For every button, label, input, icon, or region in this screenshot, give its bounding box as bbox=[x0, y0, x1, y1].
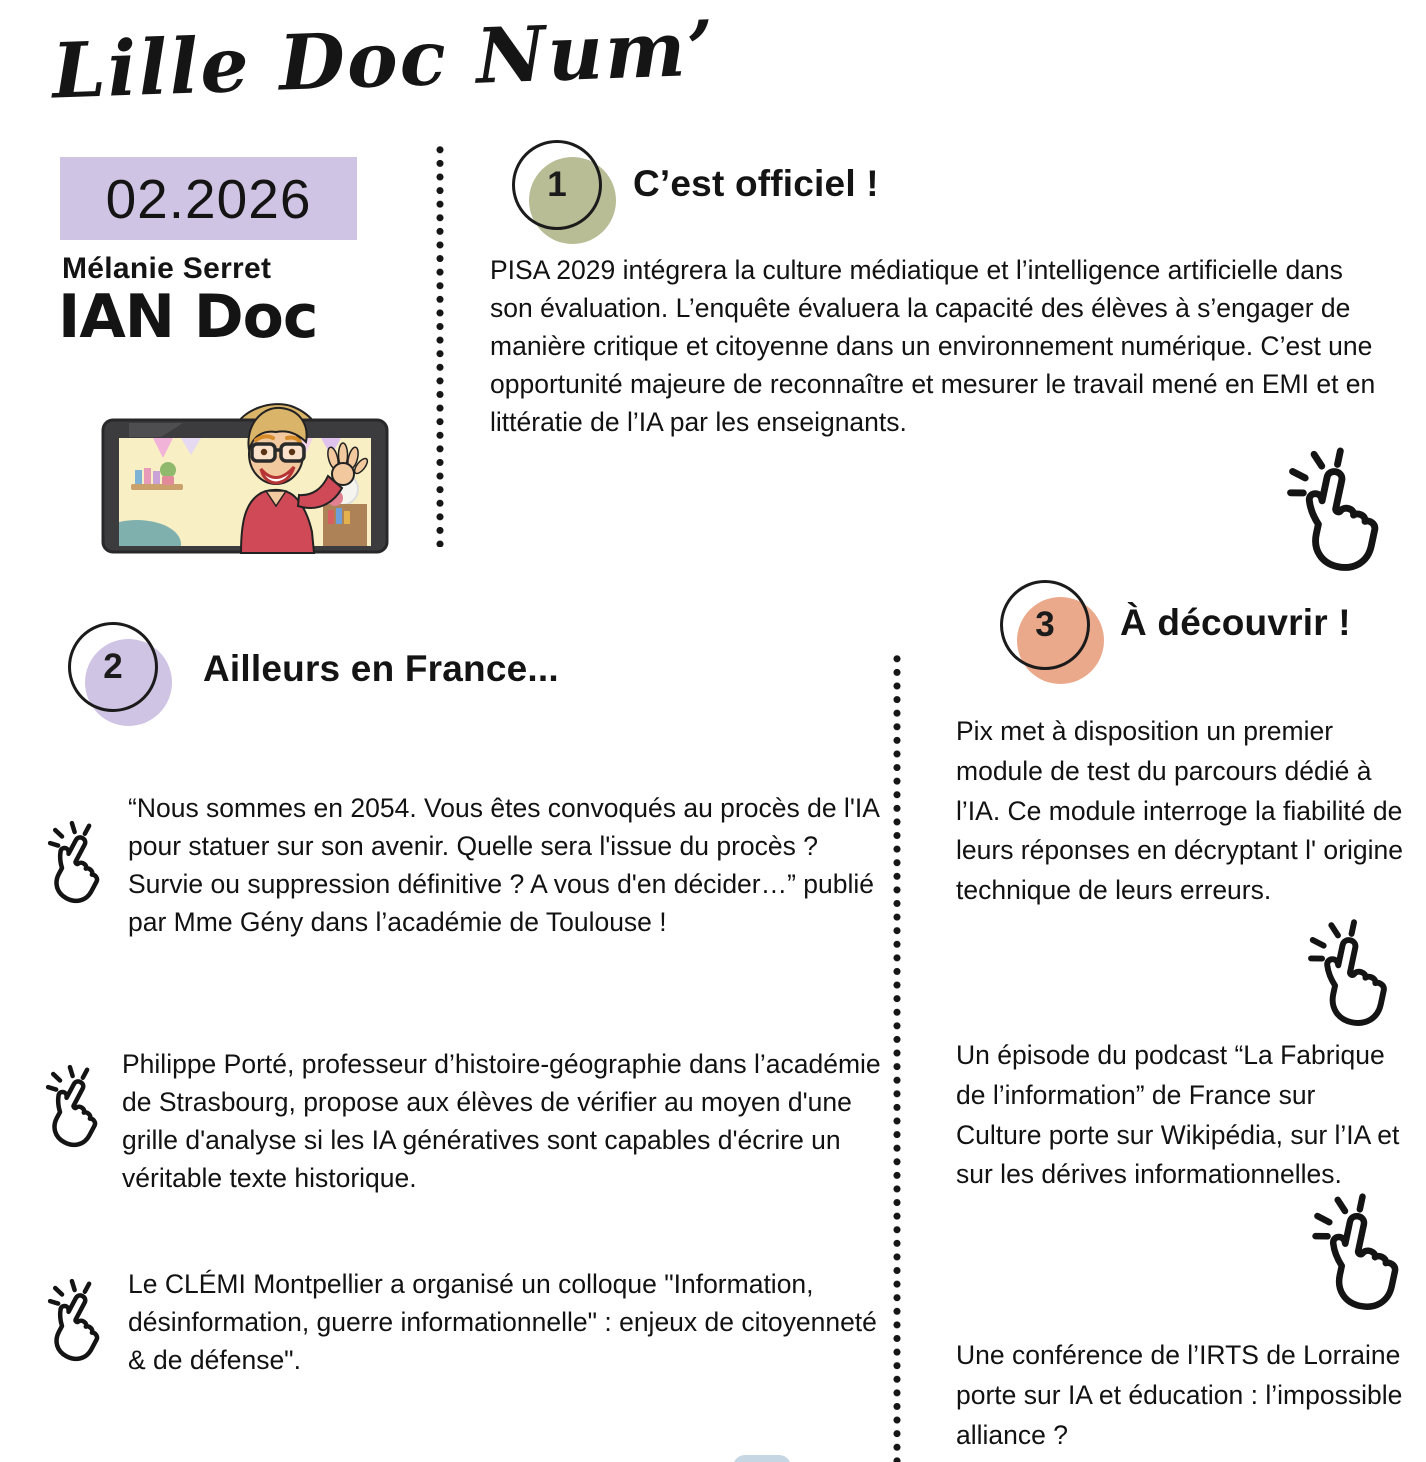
click-hand-icon[interactable] bbox=[1287, 1181, 1426, 1321]
click-hand-icon[interactable] bbox=[20, 806, 131, 917]
issue-date-badge: 02.2026 bbox=[60, 157, 357, 240]
section-1-title: C’est officiel ! bbox=[633, 163, 879, 204]
newsletter-title: Lille Doc Num’ bbox=[50, 3, 718, 116]
author-name: Mélanie Serret bbox=[62, 252, 272, 285]
section-3-badge bbox=[1000, 580, 1106, 686]
section-3-title: À découvrir ! bbox=[1120, 602, 1351, 643]
author-role: IAN Doc bbox=[58, 282, 318, 352]
avatar bbox=[95, 392, 395, 554]
badge-number: 2 bbox=[68, 622, 158, 712]
click-hand-icon[interactable] bbox=[20, 1264, 131, 1375]
section-1-badge bbox=[512, 140, 618, 246]
dotted-divider-vertical bbox=[436, 143, 444, 547]
news-item-text: Un épisode du podcast “La Fabrique de l’information” de France sur Culture porte sur Wikipédia, sur l’IA et sur les dérives informationnelles. bbox=[956, 1040, 1400, 1190]
avatar-illustration bbox=[95, 392, 395, 554]
news-item-text: “Nous sommes en 2054. Vous êtes convoqués au procès de l'IA pour statuer sur son avenir. Quelle sera l'issue du procès ? Survie ou suppression définitive ? A vous d'en décider…” publié par Mme Gény dans l’académie de Toulouse ! bbox=[128, 793, 879, 937]
news-item-text: Philippe Porté, professeur d’histoire-géographie dans l’académie de Strasbourg, propose aux élèves de vérifier au moyen d'une grille d'analyse si les IA génératives sont capables d'écrire un véritable texte historique. bbox=[122, 1049, 881, 1193]
click-hand-icon[interactable] bbox=[18, 1050, 129, 1161]
click-hand-icon[interactable] bbox=[1260, 434, 1408, 582]
badge-number: 1 bbox=[512, 140, 602, 230]
news-item-text: Pix met à disposition un premier module de test du parcours dédié à l’IA. Ce module interroge la fiabilité de leurs réponses en décryptant l' origine technique de leurs erreurs. bbox=[956, 716, 1403, 905]
news-item-text: Une conférence de l’IRTS de Lorraine porte sur IA et éducation : l’impossible alliance ? bbox=[956, 1340, 1403, 1450]
news-item-text: Le CLÉMI Montpellier a organisé un colloque "Information, désinformation, guerre informationnelle" : enjeux de citoyenneté & de défense". bbox=[128, 1269, 877, 1375]
click-hand-icon[interactable] bbox=[1285, 908, 1413, 1036]
section-2-badge bbox=[68, 622, 174, 728]
section-2-title: Ailleurs en France... bbox=[203, 648, 559, 689]
cutoff-element-sliver bbox=[733, 1455, 791, 1462]
badge-number: 3 bbox=[1000, 580, 1090, 670]
section-1-body: PISA 2029 intégrera la culture médiatique et l’intelligence artificielle dans son évaluation. L’enquête évaluera la capacité des élèves à s’engager de manière critique et citoyenne dans un environnement numérique. C’est une opportunité majeure de reconnaître et mesurer le travail mené en EMI et en littératie de l’IA par les enseignants. bbox=[490, 255, 1376, 437]
